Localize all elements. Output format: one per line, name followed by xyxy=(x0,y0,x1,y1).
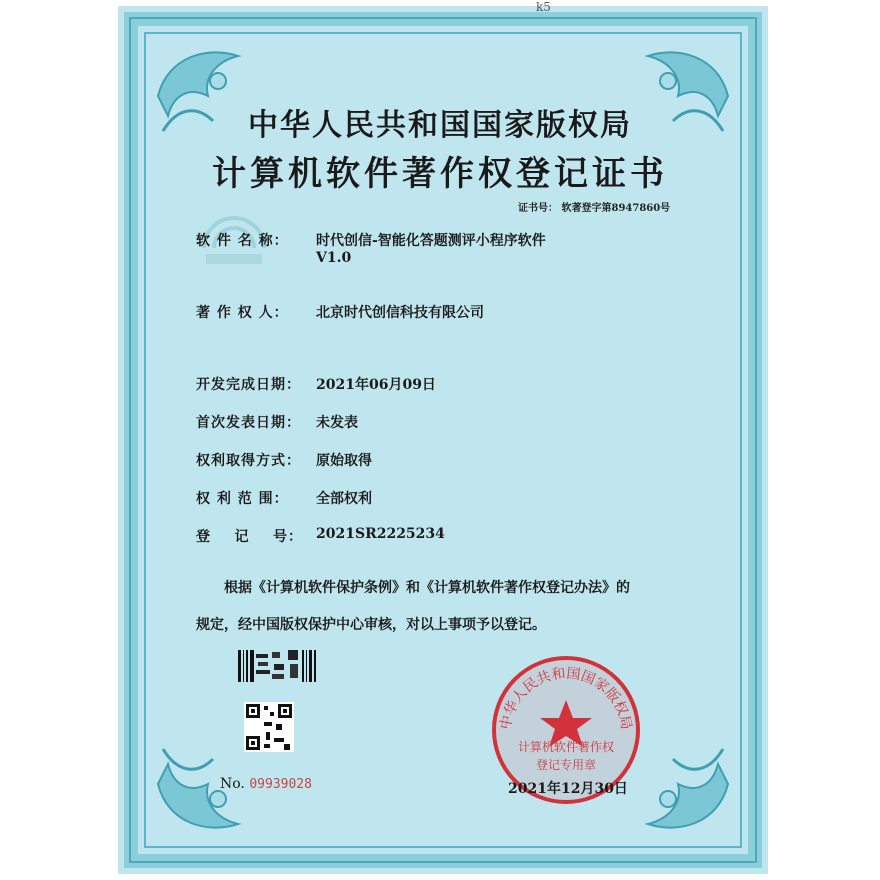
handwritten-mark: k5 xyxy=(536,0,551,14)
certificate-title: 计算机软件著作权登记证书 xyxy=(212,154,668,194)
statement-line-2: 规定，经中国版权保护中心审核，对以上事项予以登记。 xyxy=(196,617,546,633)
serial-number xyxy=(220,776,312,792)
barcode-icon xyxy=(238,650,316,682)
field-label: 著 作 权 人： xyxy=(196,305,289,321)
field-value: 全部权利 xyxy=(316,491,372,507)
field-label: 软 件 名 称： xyxy=(196,233,289,249)
field-label: 权利取得方式： xyxy=(196,453,301,469)
field-rights-scope xyxy=(196,488,372,508)
issuer-title: 中华人民共和国国家版权局 xyxy=(248,108,632,143)
field-value: 原始取得 xyxy=(316,453,372,469)
field-software-name xyxy=(196,230,546,266)
seal-text-line-1: 计算机软件著作权 xyxy=(517,740,614,754)
field-value-version: V1.0 xyxy=(316,250,352,266)
field-value: 北京时代创信科技有限公司 xyxy=(316,305,484,321)
field-value: 时代创信-智能化答题测评小程序软件 xyxy=(316,233,546,249)
field-label: 首次发表日期： xyxy=(196,415,301,431)
certificate-number: 证书号： 软著登字第8947860号 xyxy=(518,203,671,214)
field-value: 2021SR2225234 xyxy=(316,526,445,542)
field-acquisition-method xyxy=(196,450,372,470)
statement-line-1: 根据《计算机软件保护条例》和《计算机软件著作权登记办法》的 xyxy=(224,580,630,596)
field-copyright-owner xyxy=(196,302,484,322)
serial-value: 09939028 xyxy=(249,777,312,792)
serial-label: No. xyxy=(220,776,245,792)
issue-date: 2021年12月30日 xyxy=(508,781,628,797)
seal-text-line-2: 登记专用章 xyxy=(535,758,596,772)
field-label: 登 记 号： xyxy=(196,529,303,545)
qr-code-icon xyxy=(244,702,294,752)
field-value: 2021年06月09日 xyxy=(316,377,436,393)
certificate-statement xyxy=(196,570,706,644)
seal-ring-text: 中华人民共和国国家版权局 xyxy=(497,665,635,731)
field-value: 未发表 xyxy=(316,415,358,431)
field-label: 权 利 范 围： xyxy=(196,491,289,507)
field-publish-date xyxy=(196,412,358,432)
field-registration-number xyxy=(196,526,445,546)
field-completion-date xyxy=(196,374,436,394)
field-label: 开发完成日期： xyxy=(196,377,301,393)
